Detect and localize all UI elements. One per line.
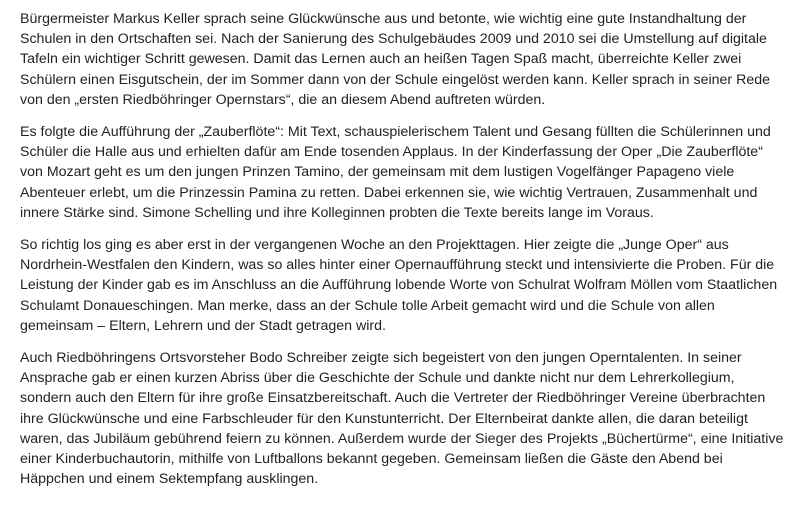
article-paragraph-3: So richtig los ging es aber erst in der vergangenen Woche an den Projekttagen. Hier zeigte die „Junge Oper“ aus Nordrhein-Westfalen den Kindern, was so alles hinter einer Opernaufführung steckt und intensivierte die Proben. Für die Leistung der Kinder gab es im Anschluss an die Aufführung lobende Worte von Schulrat Wolfram Möllen vom Staatlichen Schulamt Donaueschingen. Man merke, dass an der Schule tolle Arbeit gemacht wird und die Schule von allen gemeinsam – Eltern, Lehrern und der Stadt getragen wird.	[20, 237, 778, 334]
article-paragraph-4: Auch Riedböhringens Ortsvorsteher Bodo Schreiber zeigte sich begeistert von den jungen Operntalenten. In seiner Ansprache gab er einen kurzen Abriss über die Geschichte der Schule und dankte nicht nur dem Lehrerkollegium, sondern auch den Eltern für ihre große Einsatzbereitschaft. Auch die Vertreter der Riedböhringer Vereine überbrachten ihre Glückwünsche und eine Farbschleuder für den Kunstunterricht. Der Elternbeirat dankte allen, die daran beteiligt waren, das Jubiläum gebührend feiern zu können. Außerdem wurde der Sieger des Projekts „Büchertürme“, eine Initiative einer Kinderbuchautorin, mithilfe von Luftballons bekannt gegeben. Gemeinsam ließen die Gäste den Abend bei Häppchen und einem Sektempfang ausklingen.	[20, 350, 784, 488]
article-paragraph-2: Es folgte die Aufführung der „Zauberflöte“: Mit Text, schauspielerischem Talent und Gesang füllten die Schülerinnen und Schüler die Halle aus und erhielten dafür am Ende tosenden Applaus. In der Kinderfassung der Oper „Die Zauberflöte“ von Mozart geht es um den jungen Prinzen Tamino, der gemeinsam mit dem lustigen Vogelfänger Papageno viele Abenteuer erlebt, um die Prinzessin Pamina zu retten. Dabei erkennen sie, wie wichtig Vertrauen, Zusammenhalt und innere Stärke sind. Simone Schelling und ihre Kolleginnen probten die Texte bereits lange im Voraus.	[20, 124, 771, 221]
article-body	[20, 9, 785, 501]
article-paragraph-1: Bürgermeister Markus Keller sprach seine Glückwünsche aus und betonte, wie wichtig eine gute Instandhaltung der Schulen in den Ortschaften sei. Nach der Sanierung des Schulgebäudes 2009 und 2010 sei die Umstellung auf digitale Tafeln ein wichtiger Schritt gewesen. Damit das Lernen auch an heißen Tagen Spaß macht, überreichte Keller zwei Schülern einen Eisgutschein, der im Sommer dann von der Schule eingelöst werden kann. Keller sprach in seiner Rede von den „ersten Riedböhringer Opernstars“, die an diesem Abend auftreten würden.	[20, 11, 770, 108]
